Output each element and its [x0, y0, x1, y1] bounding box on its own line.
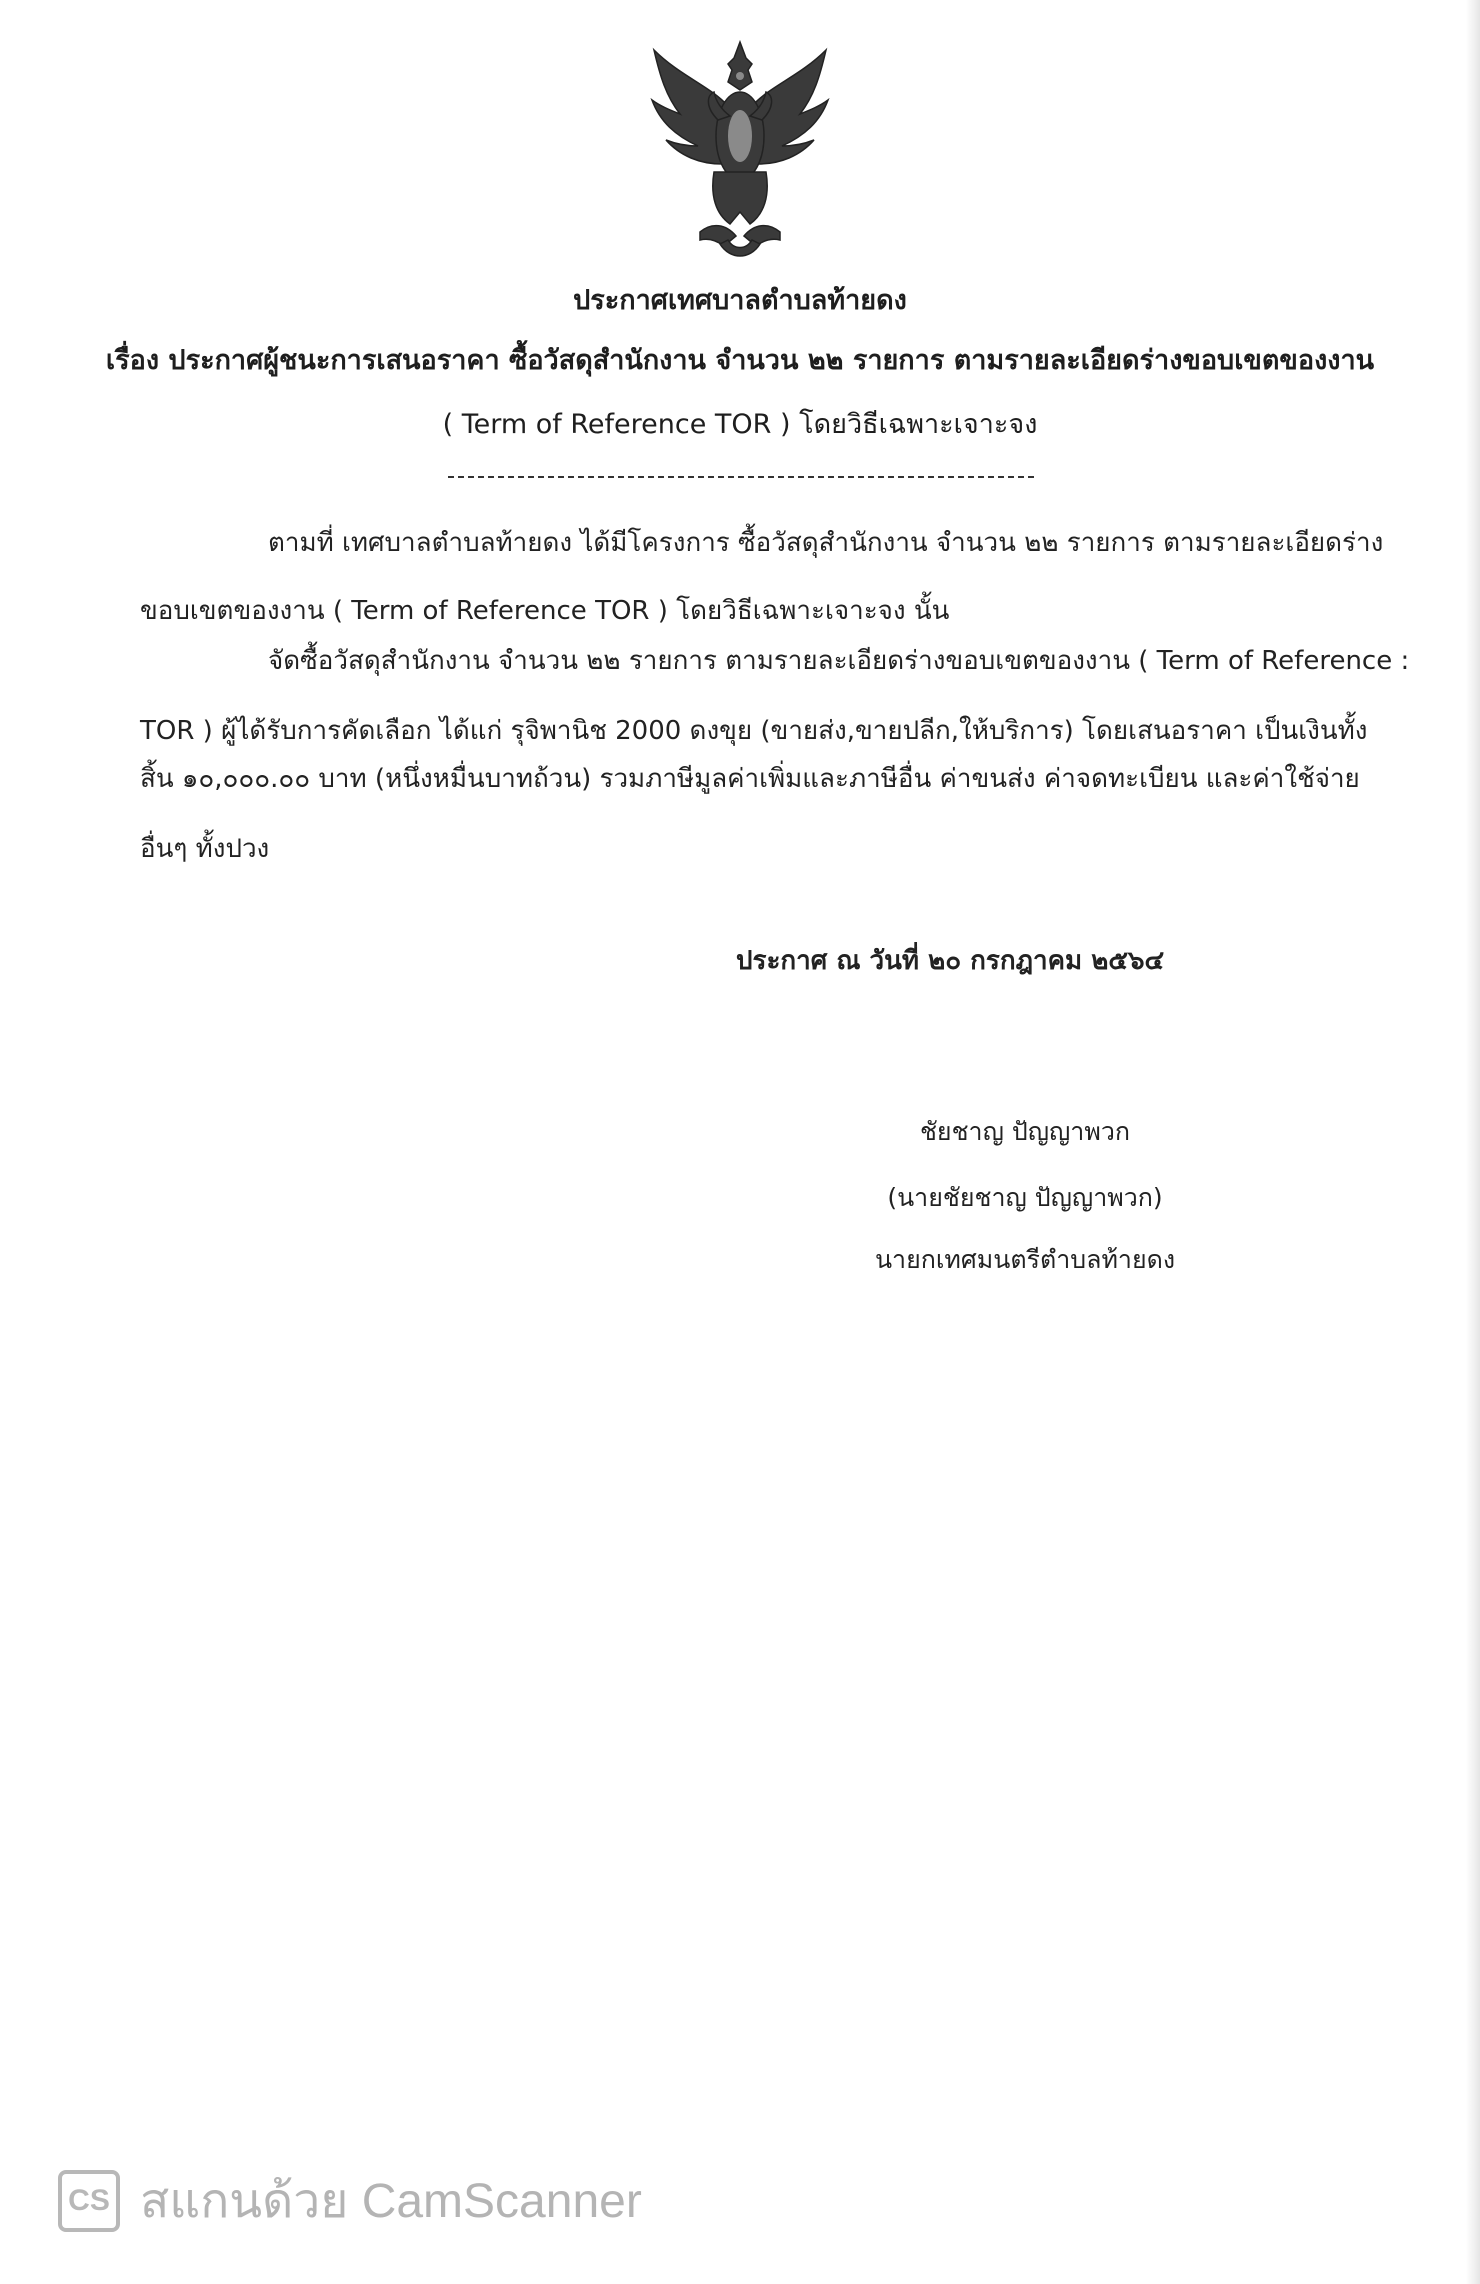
announcement-date: ประกาศ ณ วันที่ ๒๐ กรกฎาคม ๒๕๖๔ [736, 946, 1165, 976]
subject-line-1: เรื่อง ประกาศผู้ชนะการเสนอราคา ซื้อวัสดุสำนักงาน จำนวน ๒๒ รายการ ตามรายละเอียดร่างขอบเขตของงาน [105, 345, 1375, 376]
paragraph-2-line-2: TOR ) ผู้ได้รับการคัดเลือก ได้แก่ รุจิพานิช 2000 ดงขุย (ขายส่ง,ขายปลีก,ให้บริการ) โดยเสนอราคา เป็นเงินทั้ง [140, 716, 1368, 746]
camscanner-text: สแกนด้วย CamScanner [140, 2175, 642, 2228]
signatory-printed-name: (นายชัยชาญ ปัญญาพวก) [887, 1183, 1163, 1212]
signatory-position: นายกเทศมนตรีตำบลท้ายดง [874, 1245, 1176, 1274]
paragraph-1-line-1: ตามที่ เทศบาลตำบลท้ายดง ได้มีโครงการ ซื้อวัสดุสำนักงาน จำนวน ๒๒ รายการ ตามรายละเอียดร่าง [268, 528, 1384, 558]
section-divider [448, 476, 1034, 478]
paragraph-2-line-3: สิ้น ๑๐,๐๐๐.๐๐ บาท (หนึ่งหมื่นบาทถ้วน) รวมภาษีมูลค่าเพิ่มและภาษีอื่น ค่าขนส่ง ค่าจดทะเบียน และค่าใช้จ่าย [140, 764, 1360, 794]
paragraph-1-line-2: ขอบเขตของงาน ( Term of Reference TOR ) โดยวิธีเฉพาะเจาะจง นั้น [140, 596, 950, 626]
paragraph-2-line-4: อื่นๆ ทั้งปวง [140, 834, 270, 864]
subject-line-2: ( Term of Reference TOR ) โดยวิธีเฉพาะเจาะจง [442, 409, 1038, 440]
camscanner-logo-icon: CS [58, 2170, 120, 2232]
org-title: ประกาศเทศบาลตำบลท้ายดง [573, 285, 907, 316]
garuda-emblem-icon [640, 36, 840, 272]
paragraph-2-line-1: จัดซื้อวัสดุสำนักงาน จำนวน ๒๒ รายการ ตามรายละเอียดร่างขอบเขตของงาน ( Term of Reference : [268, 646, 1410, 676]
signature-name: ชัยชาญ ปัญญาพวก [919, 1117, 1131, 1146]
camscanner-watermark [58, 2168, 642, 2234]
